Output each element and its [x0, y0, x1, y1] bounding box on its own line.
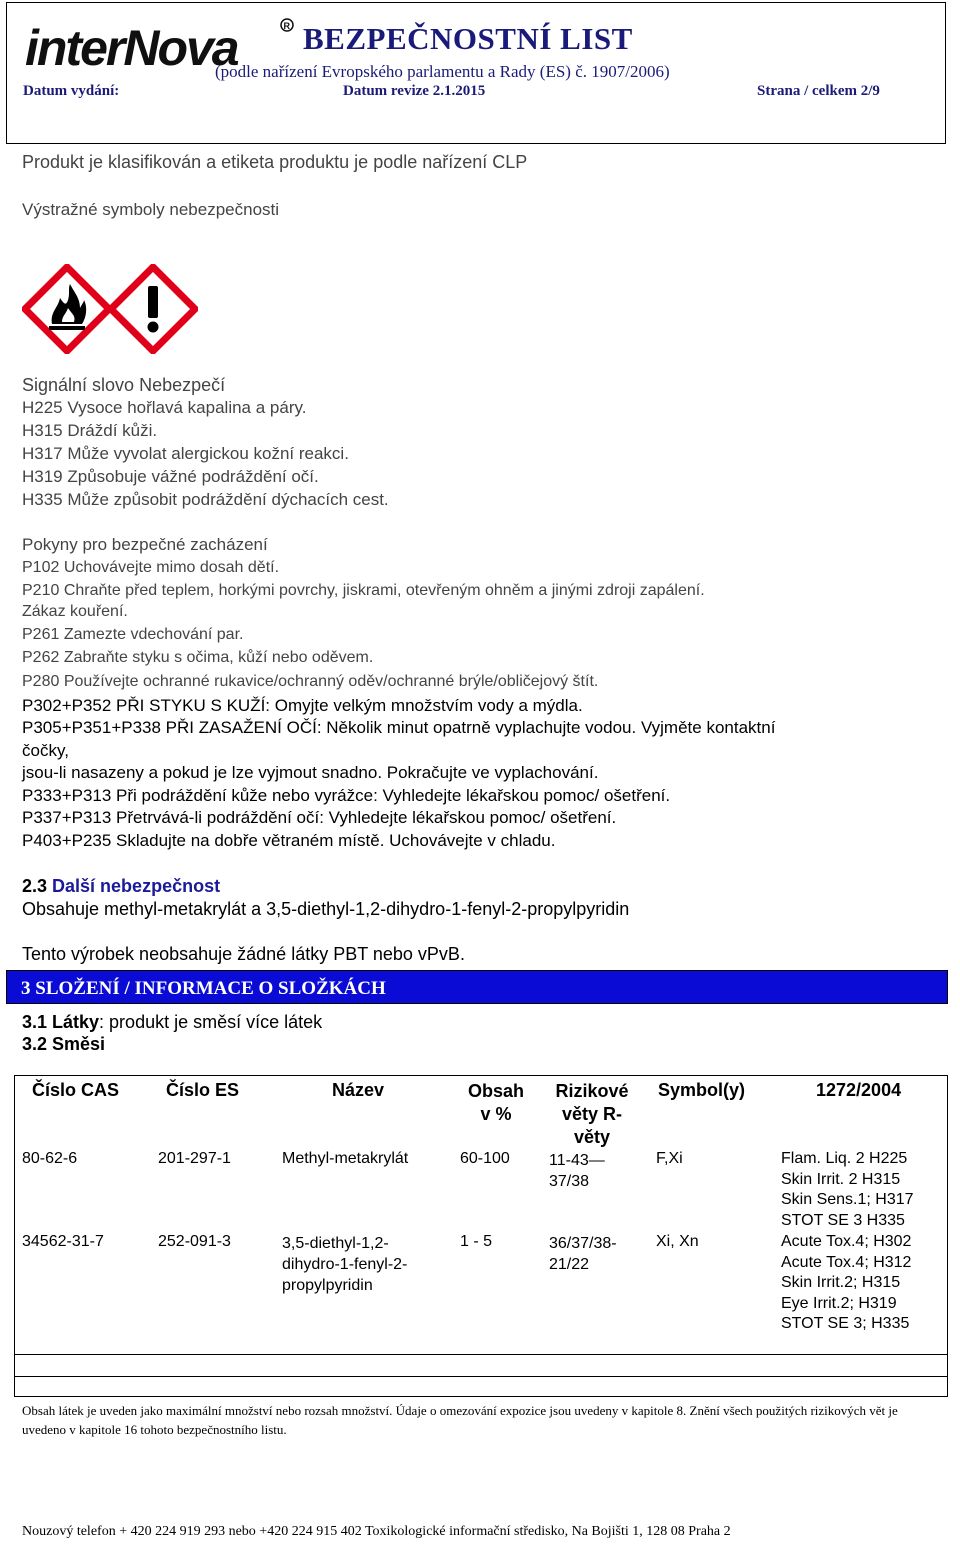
col-header-name: Název: [332, 1080, 385, 1100]
cell-cas: 34562-31-7: [22, 1233, 104, 1250]
heading-number: 2.3: [22, 876, 48, 896]
heading-text: Další nebezpečnost: [47, 876, 221, 896]
table-divider: [14, 1354, 948, 1355]
h-statement: H225 Vysoce hořlavá kapalina a páry.: [22, 398, 307, 417]
p-statement: P280 Používejte ochranné rukavice/ochranný oděv/ochranné brýle/obličejový štít.: [22, 673, 599, 690]
p-statement: P210 Chraňte před teplem, horkými povrchy, jiskrami, otevřeným ohněm a jinými zdroji zapálení.: [22, 582, 705, 599]
h-statement: H319 Způsobuje vážné podráždění očí.: [22, 467, 319, 486]
other-hazards-heading: [22, 876, 220, 897]
document-subtitle: (podle nařízení Evropského parlamentu a Rady (ES) č. 1907/2006): [215, 62, 670, 81]
cell-content: 1 - 5: [460, 1233, 493, 1250]
p-statement: P333+P313 Při podráždění kůže nebo vyrážce: Vyhledejte lékařskou pomoc/ ošetření.: [22, 786, 671, 805]
cell-clp: Skin Irrit. 2 H315: [781, 1171, 901, 1188]
issue-date-label: Datum vydání:: [23, 83, 120, 99]
signal-word: Signální slovo Nebezpečí: [22, 375, 226, 395]
page-indicator: Strana / celkem 2/9: [757, 83, 880, 99]
cell-clp: Skin Sens.1; H317: [781, 1191, 914, 1208]
cell-symbols: Xi, Xn: [656, 1233, 699, 1250]
p-statement: čočky,: [22, 741, 69, 760]
pbt-text: Tento výrobek neobsahuje žádné látky PBT nebo vPvB.: [22, 944, 465, 964]
cell-r-phrases: 11-43— 37/38: [549, 1152, 605, 1190]
p-heading: Pokyny pro bezpečné zacházení: [22, 535, 268, 554]
section-3-title: 3 SLOŽENÍ / INFORMACE O SLOŽKÁCH: [21, 978, 386, 999]
exclamation-icon: [108, 264, 198, 354]
cell-clp: Flam. Liq. 2 H225: [781, 1150, 908, 1167]
p-statement: Zákaz kouření.: [22, 603, 128, 620]
svg-text:interNova: interNova: [25, 20, 238, 73]
p-statement: P302+P352 PŘI STYKU S KUŽÍ: Omyjte velkým množstvím vody a mýdla.: [22, 696, 583, 715]
revision-date: Datum revize 2.1.2015: [343, 83, 486, 99]
clp-heading: Produkt je klasifikován a etiketa produktu je podle nařízení CLP: [22, 152, 528, 172]
cell-clp: Eye Irrit.2; H319: [781, 1295, 897, 1312]
table-note: Obsah látek je uveden jako maximální množství nebo rozsah množství. Údaje o omezování expozice jsou uvedeny v kapitole 8. Znění všech použitých rizikových vět je uvedeno v kapitole 16 tohoto bezpečnostního listu.: [22, 1403, 898, 1437]
cell-es: 201-297-1: [158, 1150, 231, 1167]
col-header-content: Obsah v %: [467, 1081, 524, 1124]
p-statement: P403+P235 Skladujte na dobře větraném místě. Uchovávejte v chladu.: [22, 831, 556, 850]
col-header-r-phrases: Rizikové věty R-věty: [555, 1081, 629, 1147]
p-statement: P261 Zamezte vdechování par.: [22, 626, 244, 643]
p-statement: P337+P313 Přetrvává-li podráždění očí: Vyhledejte lékařskou pomoc/ ošetření.: [22, 808, 617, 827]
cell-name: 3,5-diethyl-1,2-dihydro-1-fenyl-2-propylpyridin: [282, 1235, 408, 1294]
emergency-phone-footer: Nouzový telefon + 420 224 919 293 nebo +420 224 915 402 Toxikologické informační středisko, Na Bojišti 1, 128 08 Praha 2: [22, 1524, 731, 1539]
p-statement: P262 Zabraňte styku s očima, kůží nebo oděvem.: [22, 649, 374, 666]
cell-es: 252-091-3: [158, 1233, 231, 1250]
cell-name: Methyl-metakrylát: [282, 1150, 409, 1167]
h-statement: H335 Může způsobit podráždění dýchacích cest.: [22, 490, 389, 509]
document-header: [6, 2, 946, 144]
pictograms-label: Výstražné symboly nebezpečnosti: [22, 200, 280, 219]
cell-clp: STOT SE 3 H335: [781, 1212, 905, 1229]
substances-label: 3.1 Látky: [22, 1012, 100, 1032]
h-statement: H317 Může vyvolat alergickou kožní reakci.: [22, 444, 349, 463]
cell-clp: STOT SE 3; H335: [781, 1315, 910, 1332]
document-title: BEZPEČNOSTNÍ LIST: [303, 21, 633, 56]
mixtures-label: 3.2 Směsi: [22, 1034, 106, 1054]
cell-cas: 80-62-6: [22, 1150, 78, 1167]
substances-text: : produkt je směsí více látek: [99, 1012, 323, 1032]
section-3-bar: [6, 970, 948, 1004]
table-divider: [14, 1376, 948, 1377]
p-statement: jsou-li nasazeny a pokud je lze vyjmout snadno. Pokračujte ve vyplachování.: [22, 763, 599, 782]
contains-text: Obsahuje methyl-metakrylát a 3,5-diethyl-1,2-dihydro-1-fenyl-2-propylpyridin: [22, 899, 630, 919]
p-statement: P305+P351+P338 PŘI ZASAŽENÍ OČÍ: Několik minut opatrně vyplachujte vodou. Vyjměte kontaktní: [22, 718, 776, 737]
col-header-clp: 1272/2004: [816, 1080, 902, 1100]
flame-icon: [22, 264, 112, 354]
col-header-cas: Číslo CAS: [32, 1080, 120, 1100]
svg-text:R: R: [283, 21, 290, 31]
cell-symbols: F,Xi: [656, 1150, 683, 1167]
cell-clp: Skin Irrit.2; H315: [781, 1274, 901, 1291]
cell-clp: Acute Tox.4; H312: [781, 1254, 912, 1271]
col-header-symbols: Symbol(y): [658, 1080, 746, 1100]
h-statement: H315 Dráždí kůži.: [22, 421, 158, 440]
cell-content: 60-100: [460, 1150, 510, 1167]
substances-line: [22, 1012, 322, 1033]
cell-clp: Acute Tox.4; H302: [781, 1233, 912, 1250]
cell-r-phrases: 36/37/38-21/22: [549, 1235, 617, 1273]
p-statement: P102 Uchovávejte mimo dosah dětí.: [22, 559, 280, 576]
col-header-es: Číslo ES: [166, 1080, 240, 1100]
